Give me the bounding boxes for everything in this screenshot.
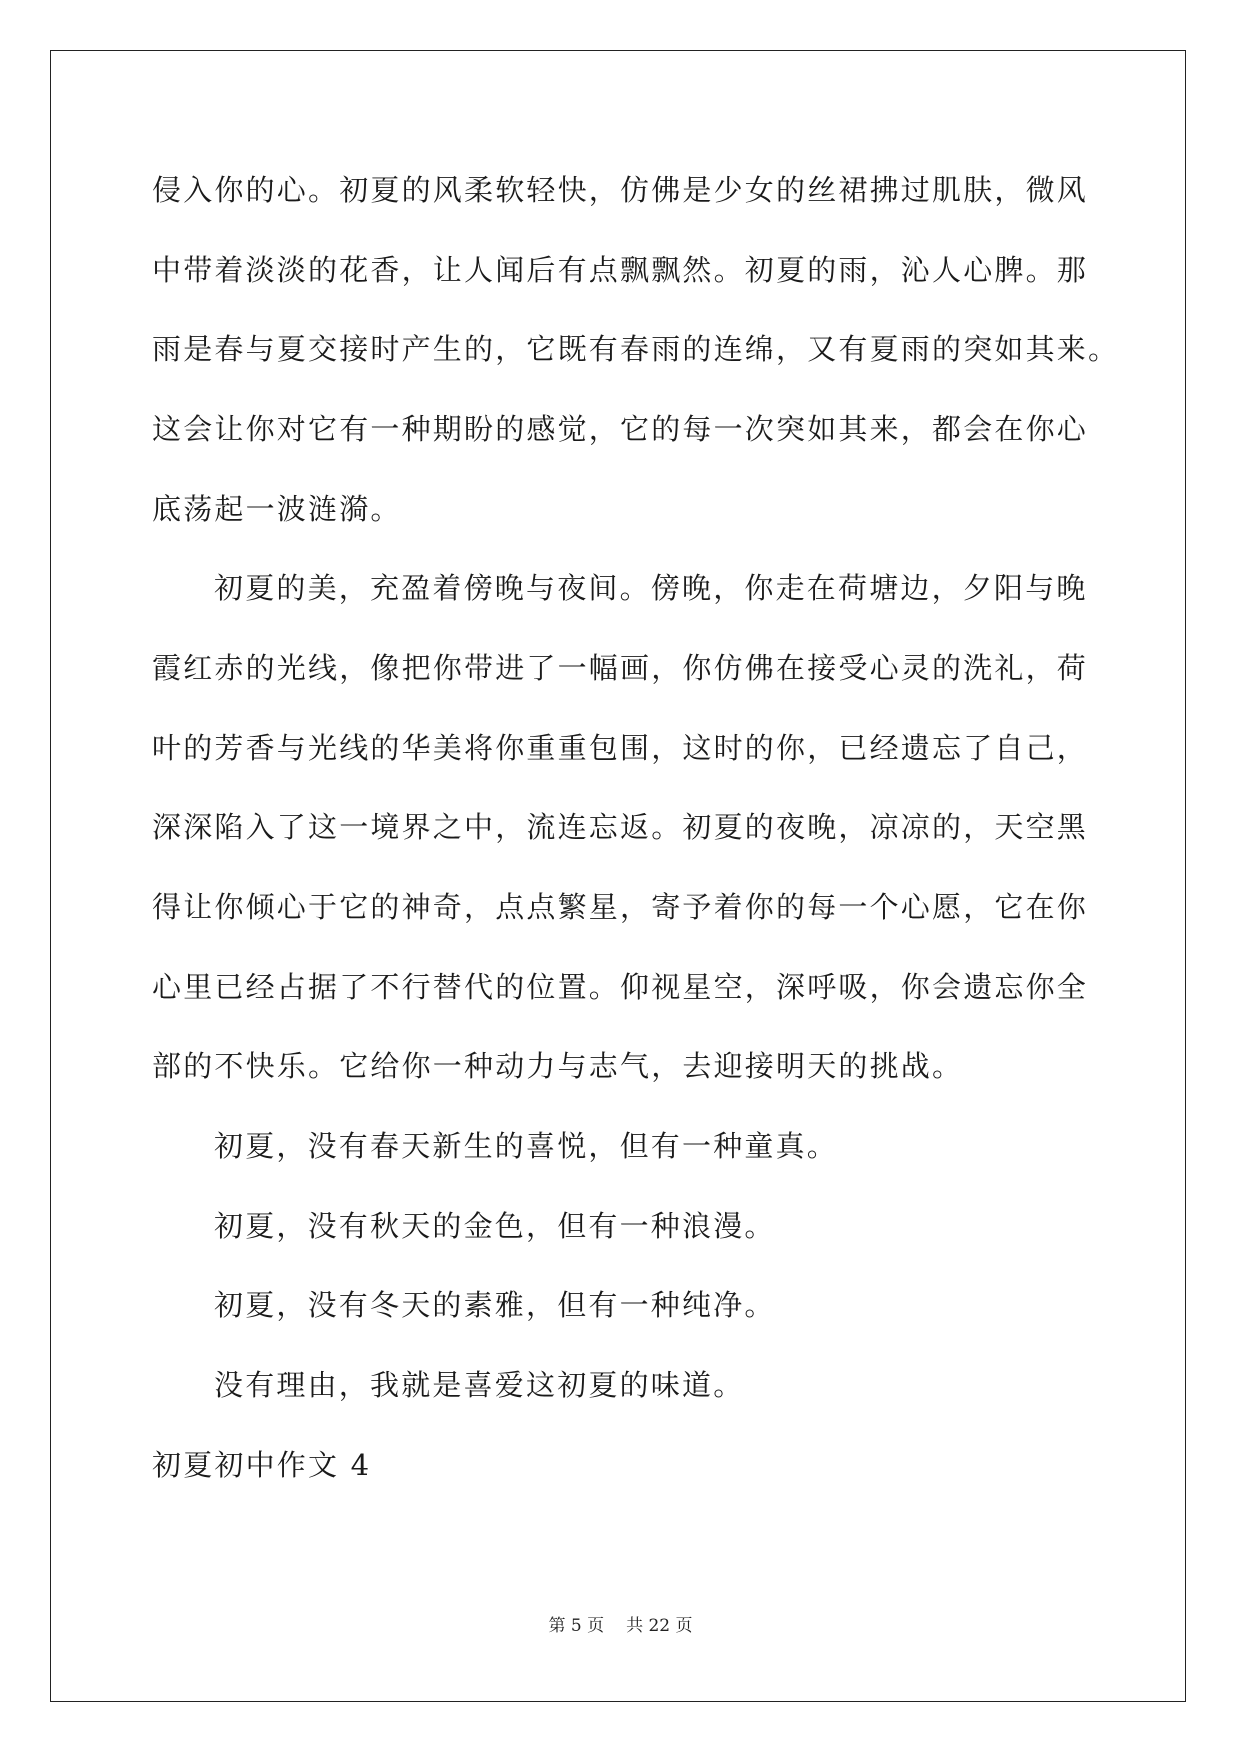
body-line: 这会让你对它有一种期盼的感觉，它的每一次突如其来，都会在你心 xyxy=(152,412,1089,446)
body-line: 叶的芳香与光线的华美将你重重包围，这时的你，已经遗忘了自己， xyxy=(152,731,1089,765)
body-line: 初夏，没有冬天的素雅，但有一种纯净。 xyxy=(214,1288,776,1322)
body-line: 雨是春与夏交接时产生的，它既有春雨的连绵，又有夏雨的突如其来。 xyxy=(152,332,1120,366)
body-line: 得让你倾心于它的神奇，点点繁星，寄予着你的每一个心愿，它在你 xyxy=(152,890,1089,924)
body-line: 部的不快乐。它给你一种动力与志气，去迎接明天的挑战。 xyxy=(152,1049,964,1083)
body-line: 霞红赤的光线，像把你带进了一幅画，你仿佛在接受心灵的洗礼，荷 xyxy=(152,651,1089,685)
body-line: 初夏的美，充盈着傍晚与夜间。傍晚，你走在荷塘边，夕阳与晚 xyxy=(214,571,1088,605)
body-line: 底荡起一波涟漪。 xyxy=(152,492,402,526)
body-line: 没有理由，我就是喜爱这初夏的味道。 xyxy=(214,1368,745,1402)
body-line: 中带着淡淡的花香，让人闻后有点飘飘然。初夏的雨，沁人心脾。那 xyxy=(152,253,1089,287)
section-heading: 初夏初中作文 4 xyxy=(152,1448,372,1482)
page-number: 第 5 页 xyxy=(548,1616,605,1636)
body-line: 侵入你的心。初夏的风柔软轻快，仿佛是少女的丝裙拂过肌肤，微风 xyxy=(152,173,1089,207)
page-footer xyxy=(0,1614,1241,1638)
body-line: 初夏，没有春天新生的喜悦，但有一种童真。 xyxy=(214,1129,839,1163)
page-total: 共 22 页 xyxy=(626,1616,693,1636)
body-line: 心里已经占据了不行替代的位置。仰视星空，深呼吸，你会遗忘你全 xyxy=(152,970,1089,1004)
body-line: 初夏，没有秋天的金色，但有一种浪漫。 xyxy=(214,1209,776,1243)
body-line: 深深陷入了这一境界之中，流连忘返。初夏的夜晚，凉凉的，天空黑 xyxy=(152,810,1089,844)
